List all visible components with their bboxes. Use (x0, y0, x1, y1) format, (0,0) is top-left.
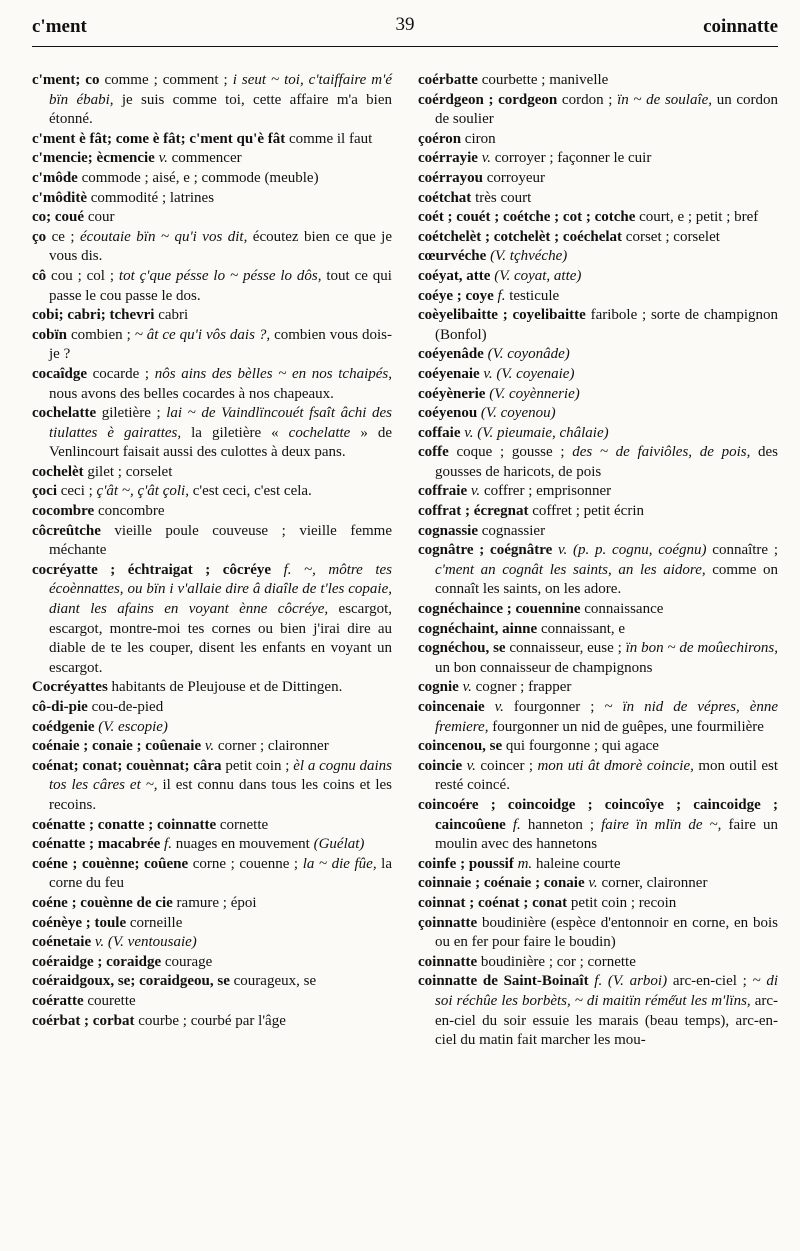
headword: co; coué (32, 209, 85, 226)
headword: cognie (418, 679, 459, 696)
headword: çoci (32, 483, 57, 500)
headword: coéye ; coye (418, 287, 494, 304)
definition-text: giletière ; (96, 405, 167, 422)
dictionary-entry (32, 972, 392, 992)
headword: cocaîdge (32, 365, 87, 382)
headword: Cocréyattes (32, 679, 108, 696)
headword: coèyelibaitte ; coyelibaitte (418, 307, 586, 324)
headword: coéne ; couènne; coûene (32, 855, 189, 872)
example-text: ~ di soi réchûe les borbèts, ~ di maitïn réme̋ut les m'lïns, (435, 973, 778, 1009)
dictionary-entry (418, 972, 778, 1050)
dictionary-entry (418, 522, 778, 542)
dictionary-entry (418, 541, 778, 600)
example-text: (V. coyenou) (480, 405, 556, 422)
headword: cognéchou, se (418, 640, 506, 657)
dictionary-entry (418, 267, 778, 287)
definition-text: la giletière « (181, 424, 289, 441)
definition-text: concombre (94, 503, 165, 520)
headword: c'ment; co (32, 72, 100, 88)
dictionary-entry (32, 933, 392, 953)
example-text: m. (517, 855, 533, 872)
dictionary-entry (418, 757, 778, 796)
headword: coinfe ; poussif (418, 855, 514, 872)
dictionary-entry (32, 502, 392, 522)
headword: coéraidge ; coraidge (32, 953, 162, 970)
definition-text: commode ; aisé, e ; commode (meuble) (77, 169, 319, 186)
page-number: 39 (395, 14, 415, 35)
dictionary-entry (32, 365, 392, 404)
definition-text (506, 817, 513, 833)
headword: coffrat ; écregnat (418, 503, 529, 520)
dictionary-entry (32, 326, 392, 365)
example-text: f. (V. arboi) (594, 973, 668, 990)
example-text: i seut ~ toi, c'taiffaire m'é bïn ébabi, (49, 72, 393, 108)
headword: cô (32, 267, 47, 284)
headword: coinnaie ; coénaie ; conaie (418, 875, 585, 892)
dictionary-entry (418, 894, 778, 914)
dictionary-entry (32, 71, 392, 130)
definition-text: coque ; gousse ; (448, 444, 573, 461)
example-text: v. (158, 150, 168, 167)
headword: coéyenâde (418, 346, 484, 363)
headword: cobi; cabri; tchevri (32, 307, 155, 324)
example-text: c'ment an cognât les saints, an les aidore, (435, 561, 706, 578)
headword: coénatte ; macabrée (32, 836, 161, 853)
headword: coératte (32, 992, 84, 1009)
definition-text: cogner ; frapper (471, 679, 572, 696)
dictionary-entry (418, 953, 778, 973)
dictionary-entry (418, 365, 778, 385)
definition-text: boudinière (espèce d'entonnoir en corne, en bois ou en fer pour faire le boudin) (435, 914, 778, 951)
dictionary-entry (32, 189, 392, 209)
headword: çoéron (418, 130, 462, 147)
headword: coétchelèt ; cotchelèt ; coéchelat (418, 228, 623, 245)
definition-text: corroyeur (482, 169, 546, 186)
headword: coérrayie (418, 150, 478, 167)
headword: cognassie (418, 522, 478, 539)
example-text: ç'ât ~, ç'ât çoli, (96, 483, 189, 500)
example-text: (V. coyonâde) (487, 346, 570, 363)
left-column (32, 71, 392, 1051)
definition-text: comme on connaît les saints, on les adore. (435, 561, 778, 598)
definition-text: corner, claironner (597, 875, 708, 892)
definition-text: c'est ceci, c'est cela. (188, 483, 312, 500)
definition-text: corneille (126, 914, 183, 931)
definition-text: arc-en-ciel du soir essuie les marais (beau temps), arc-en-ciel du matin fait marcher les mou- (435, 992, 778, 1049)
headword: coérrayou (418, 169, 483, 186)
dictionary-entry (418, 855, 778, 875)
definition-text: courageux, se (229, 973, 317, 990)
dictionary-entry (32, 698, 392, 718)
headword: coérbatte (418, 72, 478, 88)
example-text: ïn bon ~ de moûechirons, (625, 640, 778, 657)
example-text: tot ç'que pésse lo ~ pésse lo dôs, (118, 267, 322, 284)
example-text: v. (p. p. cognu, coégnu) (558, 542, 707, 559)
headword: coénat; conat; couènnat; câra (32, 757, 222, 774)
definition-text: nous avons des belles cocardes à nos chapeaux. (49, 385, 334, 402)
headword: coincenou, se (418, 738, 503, 755)
dictionary-entry (418, 169, 778, 189)
headword: c'mencie; ècmencie (32, 150, 155, 167)
dictionary-entry (32, 718, 392, 738)
dictionary-entry (418, 443, 778, 482)
dictionary-entry (418, 208, 778, 228)
dictionary-entry (32, 130, 392, 150)
example-text: f. ~, môtre tes écoènnattes, ou bïn i v'allaie dire â diaîle de t'les copaie, diant les afains en voyant ènne côcréye, (49, 561, 393, 618)
dictionary-entry (418, 189, 778, 209)
dictionary-entry (418, 228, 778, 248)
headword: côcreûtche (32, 522, 101, 539)
headword: coéraidgoux, se; coraidgeou, se (32, 973, 230, 990)
dictionary-entry (32, 463, 392, 483)
headword: coinnatte de Saint-Boinaît (418, 973, 589, 990)
definition-text: vieille poule couveuse ; vieille femme méchante (49, 522, 392, 559)
example-text: (V. coyat, atte) (494, 267, 582, 284)
dictionary-entry (418, 71, 778, 91)
example-text: v. (204, 738, 215, 755)
definition-text: cabri (154, 307, 189, 324)
definition-text: coincer ; (475, 757, 538, 774)
page-header (32, 10, 778, 40)
dictionary-entry (418, 796, 778, 855)
definition-text: fourgonner un nid de guêpes, une fourmilière (488, 718, 764, 735)
definition-text: coffret ; petit écrin (528, 503, 645, 520)
definition-text: connaissance (580, 601, 664, 618)
definition-text: » de Venlincourt faisait aussi des culottes à deux pans. (49, 424, 393, 461)
dictionary-entry (32, 404, 392, 463)
headword: cochelèt (32, 463, 84, 480)
definition-text: arc-en-ciel ; (667, 973, 753, 990)
headword: c'môde (32, 169, 78, 186)
headword: coét ; couét ; coétche ; cot ; cotche (418, 209, 636, 226)
dictionary-entry (418, 306, 778, 345)
headword: coénatte ; conatte ; coinnatte (32, 816, 217, 833)
right-column (418, 71, 778, 1051)
definition-text: commencer (167, 150, 242, 167)
example-text: v. (466, 757, 476, 774)
example-text: mon uti ât dmorè coincie, (537, 757, 694, 774)
example-text: f. (164, 836, 172, 853)
headword: cocombre (32, 503, 95, 520)
definition-text: coffrer ; emprisonner (480, 483, 612, 500)
dictionary-entry (418, 698, 778, 737)
header-last-headword: coinnatte (703, 16, 778, 37)
example-text: (V. coyènnerie) (489, 385, 580, 402)
headword: coédgenie (32, 718, 95, 735)
definition-text (271, 562, 284, 578)
definition-text: la corne du feu (49, 855, 392, 892)
example-text: la ~ die fûe, (302, 855, 377, 872)
definition-text: ce ; (46, 228, 81, 245)
definition-text: mon outil est resté coincé. (435, 757, 778, 794)
definition-text: il est connu dans tous les coins et les recoins. (49, 777, 393, 813)
dictionary-entry (32, 208, 392, 228)
columns (32, 71, 778, 1051)
definition-text: gilet ; corselet (83, 463, 173, 480)
definition-text: courbe ; courbé par l'âge (134, 1012, 286, 1029)
definition-text: connaissant, e (537, 620, 626, 637)
headword: cobïn (32, 326, 68, 343)
example-text: ïn ~ de soulaîe, (617, 91, 713, 108)
headword: coérdgeon ; cordgeon (418, 91, 558, 108)
definition-text: courbette ; manivelle (477, 72, 609, 88)
example-text: ~ ât ce qu'i vôs dais ?, (134, 326, 271, 343)
definition-text: petit coin ; (221, 757, 294, 774)
headword: cô-di-pie (32, 699, 88, 715)
example-text: v. (481, 150, 492, 167)
dictionary-entry (32, 482, 392, 502)
dictionary-entry (32, 169, 392, 189)
headword: cognéchaince ; couennine (418, 601, 581, 618)
headword: cognâtre ; coégnâtre (418, 542, 553, 559)
definition-text: corroyer ; façonner le cuir (491, 150, 652, 167)
example-text: (V. escopie) (98, 718, 168, 735)
example-text: faire ïn mlïn de ~, (601, 816, 722, 833)
dictionary-entry (418, 620, 778, 640)
example-text: cochelatte (288, 424, 351, 441)
dictionary-entry (32, 1012, 392, 1032)
definition-text: très court (471, 189, 532, 206)
definition-text: faribole ; sorte de champignon (Bonfol) (435, 307, 778, 343)
definition-text: haleine courte (532, 855, 621, 872)
dictionary-entry (418, 678, 778, 698)
header-first-headword: c'ment (32, 16, 87, 37)
definition-text: nuages en mouvement (171, 836, 314, 853)
definition-text: cou ; col ; (46, 267, 119, 284)
dictionary-entry (32, 522, 392, 561)
dictionary-entry (418, 737, 778, 757)
dictionary-entry (418, 600, 778, 620)
headword: coénetaie (32, 934, 92, 951)
definition-text: connaisseur, euse ; (505, 640, 626, 657)
definition-text: combien ; (67, 326, 135, 343)
example-text: (V. tçhvéche) (490, 248, 568, 265)
example-text: èl a cognu dains tos les câres et ~, (49, 757, 392, 794)
definition-text: commodité ; latrines (86, 189, 215, 206)
definition-text: faire un moulin avec des hannetons (435, 816, 778, 853)
definition-text: écoutez bien ce que je vous dis. (49, 228, 393, 265)
example-text: v. (588, 875, 598, 892)
definition-text: cou-de-pied (87, 699, 164, 715)
definition-text: tout ce qui passe le cou passe le dos. (49, 267, 392, 304)
dictionary-entry (32, 757, 392, 816)
dictionary-entry (32, 914, 392, 934)
definition-text: un cordon de soulier (435, 91, 779, 128)
dictionary-entry (418, 247, 778, 267)
dictionary-entry (418, 482, 778, 502)
headword: coffe (418, 444, 449, 461)
headword: coincie (418, 757, 463, 774)
dictionary-entry (418, 404, 778, 424)
headword: coétchat (418, 189, 472, 206)
definition-text: court, e ; petit ; bref (635, 209, 759, 226)
dictionary-entry (32, 306, 392, 326)
headword: coinnatte (418, 953, 478, 970)
definition-text: ciron (461, 130, 496, 147)
headword: coinnat ; coénat ; conat (418, 894, 568, 911)
definition-text: corner ; claironner (214, 738, 329, 755)
dictionary-entry (418, 287, 778, 307)
example-text: v. (470, 483, 481, 500)
dictionary-entry (32, 816, 392, 836)
definition-text: comme ; comment ; (99, 72, 233, 88)
headword: c'ment è fât; come è fât; c'ment qu'è fât (32, 130, 286, 147)
headword: cocréyatte ; échtraigat ; côcréye (32, 561, 272, 578)
dictionary-entry (32, 267, 392, 306)
definition-text: cognassier (478, 522, 546, 539)
definition-text: qui fourgonne ; qui agace (502, 738, 659, 755)
dictionary-entry (418, 385, 778, 405)
definition-text: cordon ; (557, 91, 618, 108)
definition-text: hanneton ; (520, 816, 602, 833)
definition-text: des gousses de haricots, de pois (435, 444, 778, 480)
definition-text: combien vous dois-je ? (49, 326, 392, 363)
example-text: nôs ains des bèlles ~ en nos tchaipés, (154, 365, 392, 382)
headword: coéyenaie (418, 365, 480, 382)
example-text: f. (497, 287, 506, 304)
dictionary-entry (418, 91, 778, 130)
definition-text: courette (83, 992, 136, 1009)
definition-text: cour (84, 209, 115, 226)
headword: çoinnatte (418, 914, 478, 931)
headword: coéyènerie (418, 385, 486, 402)
dictionary-entry (32, 737, 392, 757)
dictionary-entry (32, 149, 392, 169)
example-text: v. (V. pieumaie, châlaie) (464, 424, 609, 441)
headword: coénèye ; toule (32, 914, 127, 931)
headword: coéyenou (418, 405, 478, 422)
definition-text: cocarde ; (86, 365, 155, 382)
definition-text: un bon connaisseur de champignons (435, 659, 653, 676)
dictionary-entry (32, 228, 392, 267)
definition-text: je suis comme toi, cette affaire m'a bien étonné. (49, 91, 392, 128)
dictionary-entry (418, 914, 778, 953)
example-text: v. (V. ventousaie) (94, 934, 197, 951)
headword: cochelatte (32, 405, 97, 422)
dictionary-entry (32, 561, 392, 679)
dictionary-entry (32, 678, 392, 698)
definition-text: corset ; corselet (622, 228, 720, 245)
dictionary-entry (32, 835, 392, 855)
headword: cognéchaint, ainne (418, 620, 538, 637)
dictionary-entry (32, 894, 392, 914)
headword: coéyat, atte (418, 267, 491, 284)
dictionary-entry (418, 639, 778, 678)
headword: coérbat ; corbat (32, 1012, 135, 1029)
headword: coffraie (418, 483, 468, 500)
dictionary-entry (418, 130, 778, 150)
example-text: v. (462, 679, 472, 696)
definition-text: ramure ; époi (172, 894, 257, 911)
definition-text: habitants de Pleujouse et de Dittingen. (107, 679, 343, 696)
headword: c'môditè (32, 189, 87, 206)
dictionary-entry (32, 992, 392, 1012)
headword: coéne ; couènne de cie (32, 894, 173, 911)
example-text: des ~ de faiviôles, de pois, (572, 444, 751, 461)
example-text: écoutaie bïn ~ qu'i vos dit, (80, 228, 248, 245)
definition-text: comme il faut (285, 130, 373, 147)
dictionary-entry (418, 345, 778, 365)
dictionary-entry (418, 502, 778, 522)
headword: coffaie (418, 424, 461, 441)
definition-text: boudinière ; cor ; cornette (477, 953, 636, 970)
example-text: f. (512, 816, 521, 833)
headword: coincoére ; coincoidge ; coincoîye ; caincoidge ; caincoûene (418, 796, 778, 833)
dictionary-entry (32, 953, 392, 973)
example-text: lai ~ de Vaindlïncouét fsaît âchi des tiulattes è gairattes, (49, 405, 392, 441)
example-text: v. (494, 699, 504, 715)
definition-text (485, 699, 495, 715)
headword: coincenaie (418, 699, 485, 715)
dictionary-entry (418, 149, 778, 169)
headword: ço (32, 228, 47, 245)
dictionary-entry (32, 855, 392, 894)
definition-text: connaître ; (706, 542, 779, 559)
definition-text: ceci ; (56, 483, 97, 500)
header-rule (32, 46, 778, 47)
headword: cœurvéche (418, 248, 487, 265)
example-text: (Guélat) (313, 836, 365, 853)
dictionary-entry (418, 424, 778, 444)
definition-text: courage (161, 953, 213, 970)
example-text: ~ ïn nid de vépres, ènne fremiere, (435, 699, 779, 735)
example-text: v. (V. coyenaie) (483, 365, 575, 382)
definition-text: escargot, escargot, montre-moi tes cornes ou bien j'irai dire au diable de te les couper, disent les enfants en voyant un escargot. (49, 601, 392, 676)
dictionary-entry (418, 874, 778, 894)
definition-text: petit coin ; recoin (567, 894, 677, 911)
definition-text: corne ; couenne ; (188, 855, 303, 872)
definition-text: cornette (216, 816, 269, 833)
headword: coénaie ; conaie ; coûenaie (32, 738, 202, 755)
definition-text: testicule (505, 287, 560, 304)
definition-text: fourgonner ; (503, 699, 605, 715)
